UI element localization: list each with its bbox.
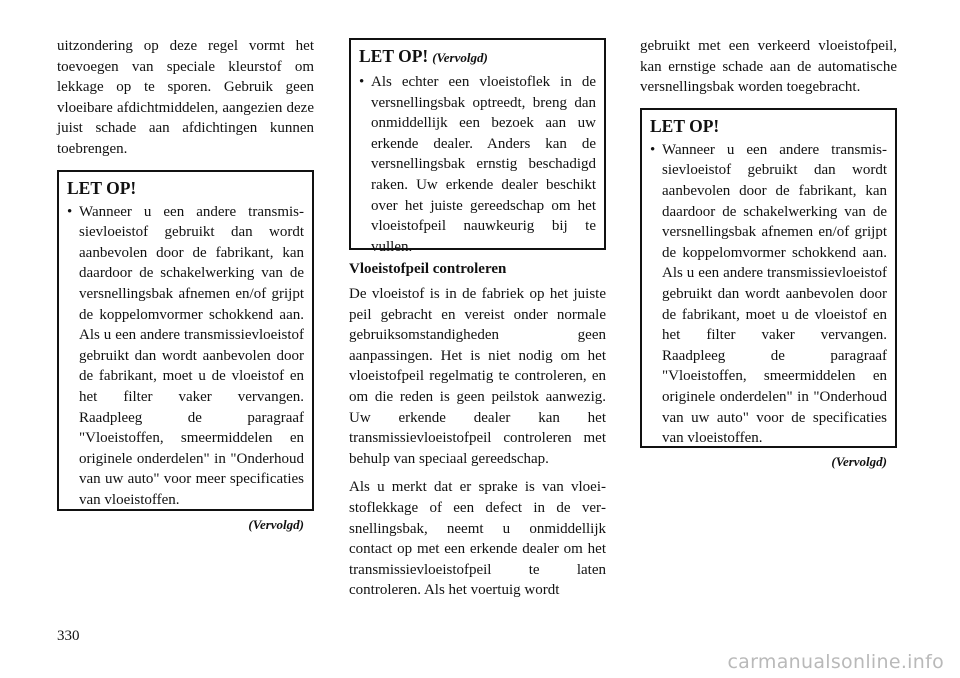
caution-title: [359, 44, 596, 70]
page-number: 330: [57, 628, 80, 644]
caution-box: [640, 108, 897, 448]
caution-bullet-item: [650, 140, 887, 449]
caution-bullet-item: [359, 72, 596, 257]
caution-continued-label: (Vervolgd): [432, 50, 488, 65]
column-middle: [349, 38, 606, 601]
caution-box-continued: [349, 38, 606, 255]
continued-label: (Vervolgd): [248, 516, 304, 532]
section-heading: Vloeistofpeil controleren: [349, 261, 507, 277]
caution-title-text: LET OP!: [359, 46, 429, 66]
caution-bullet-item: [67, 202, 304, 511]
caution-title: LET OP!: [650, 115, 720, 136]
watermark: carmanualsonline.info: [727, 651, 944, 673]
column-right: [640, 36, 897, 472]
bullet-icon: •: [67, 203, 73, 220]
bullet-icon: •: [359, 74, 365, 90]
column-left: [57, 36, 314, 535]
intro-paragraph: uitzondering op deze regel vormt het toevoegen van speciale kleurstof om lekkage op te sporen. Gebruik geen vloeibare afdichtmiddelen, aangezien deze juist schade aan afdichtingen kunnen toebrengen.: [57, 38, 314, 157]
caution-text: Wanneer u een andere transmissievloeistof gebruikt dan wordt aanbevolen door de fabrikant, kan daardoor de schakelwerking van de versnellingsbak afnemen en/of grijpt de koppelomvormer schokkend aan. Als u een andere transmissievloeistof gebruikt dan wordt aanbevolen door de fabrikant, moet u de vloeistof en het filter vaker vervangen. Raadpleeg de paragraaf "Vloeistoffen, smeermiddelen en originele onderdelen" in "Onderhoud van uw auto" voor meer specificaties van vloeistoffen.: [79, 203, 304, 508]
continued-label: (Vervolgd): [831, 453, 887, 469]
bullet-icon: •: [650, 141, 656, 158]
body-paragraph: De vloeistof is in de fabriek op het juiste peil gebracht en vereist onder normale gebruiksomstandigheden geen aanpassingen. Het is niet nodig om het vloeistofpeil regelmatig te controleren, en om die reden is geen peilstok aanwezig. Uw erkende dealer kan het transmissievloeistofpeil controleren met behulp van speciaal gereedschap.: [349, 286, 606, 467]
intro-paragraph: gebruikt met een verkeerd vloeistofpeil, kan ernstige schade aan de automatische versnellingsbak worden toegebracht.: [640, 38, 897, 96]
caution-title: LET OP!: [67, 177, 137, 198]
caution-text: Wanneer u een andere transmissievloeistof gebruikt dan wordt aanbevolen door de fabrikant, kan daardoor de schakelwerking van de versnellingsbak afnemen en/of grijpt de koppelomvormer schokkend aan. Als u een andere transmissievloeistof gebruikt dan wordt aanbevolen door de fabrikant, moet u de vloeistof en het filter vaker vervangen. Raadpleeg de paragraaf "Vloeistoffen, smeermiddelen en originele onderdelen" in "Onderhoud van uw auto" voor de specificaties van vloeistoffen.: [662, 141, 887, 447]
caution-box: [57, 170, 314, 511]
body-paragraph: Als u merkt dat er sprake is van vloeistoflekkage of een defect in de versnellingsbak, neemt u onmiddellijk contact op met een erkende dealer om het transmissievloeistofpeil te laten controleren. Als het voertuig wordt: [349, 479, 606, 599]
caution-text: Als echter een vloeistoflek in de versnellingsbak optreedt, breng dan onmiddellijk een bezoek aan uw erkende dealer. Anders kan de versnellingsbak ernstig beschadigd raken. Uw erkende dealer beschikt over het juiste gereedschap om het vloeistofpeil nauwkeurig bij te vullen.: [371, 74, 596, 255]
